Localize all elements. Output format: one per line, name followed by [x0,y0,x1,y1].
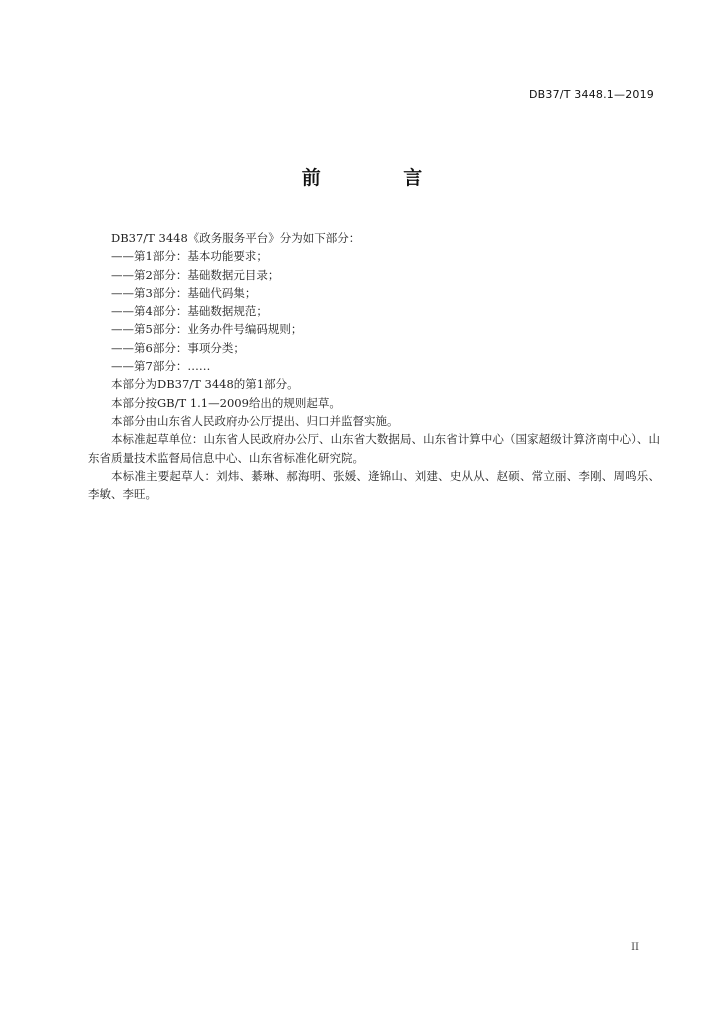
preface-part-item: ——第1部分：基本功能要求； [111,249,268,264]
preface-part-item: ——第6部分：事项分类； [111,340,245,355]
preface-paragraph: 本部分为DB37/T 3448的第1部分。 [111,377,299,392]
preface-part-item: ——第2部分：基础数据元目录； [111,267,280,282]
preface-body [88,229,660,503]
page-number: II [631,942,639,953]
preface-part-item: ——第7部分：…… [111,359,211,374]
preface-part-item: ——第5部分：业务办件号编码规则； [111,322,303,337]
preface-part-item: ——第4部分：基础数据规范； [111,304,268,319]
preface-paragraph: DB37/T 3448《政务服务平台》分为如下部分： [111,231,361,245]
standard-code-header: DB37/T 3448.1—2019 [528,88,654,101]
drafters-paragraph: 本标准主要起草人：刘炜、綦琳、郝海明、张媛、逄锦山、刘建、史从从、赵硕、常立丽、李刚、周鸣乐、李敏、李旺。 [88,468,660,502]
drafting-units-paragraph: 本标准起草单位：山东省人民政府办公厅、山东省大数据局、山东省计算中心（国家超级计算济南中心）、山东省质量技术监督局信息中心、山东省标准化研究院。 [88,432,660,465]
page-title: 前 言 [301,167,461,189]
preface-part-item: ——第3部分：基础代码集； [111,285,257,300]
preface-paragraph: 本部分按GB/T 1.1—2009给出的规则起草。 [111,395,341,410]
preface-paragraph: 本部分由山东省人民政府办公厅提出、归口并监督实施。 [111,413,399,428]
